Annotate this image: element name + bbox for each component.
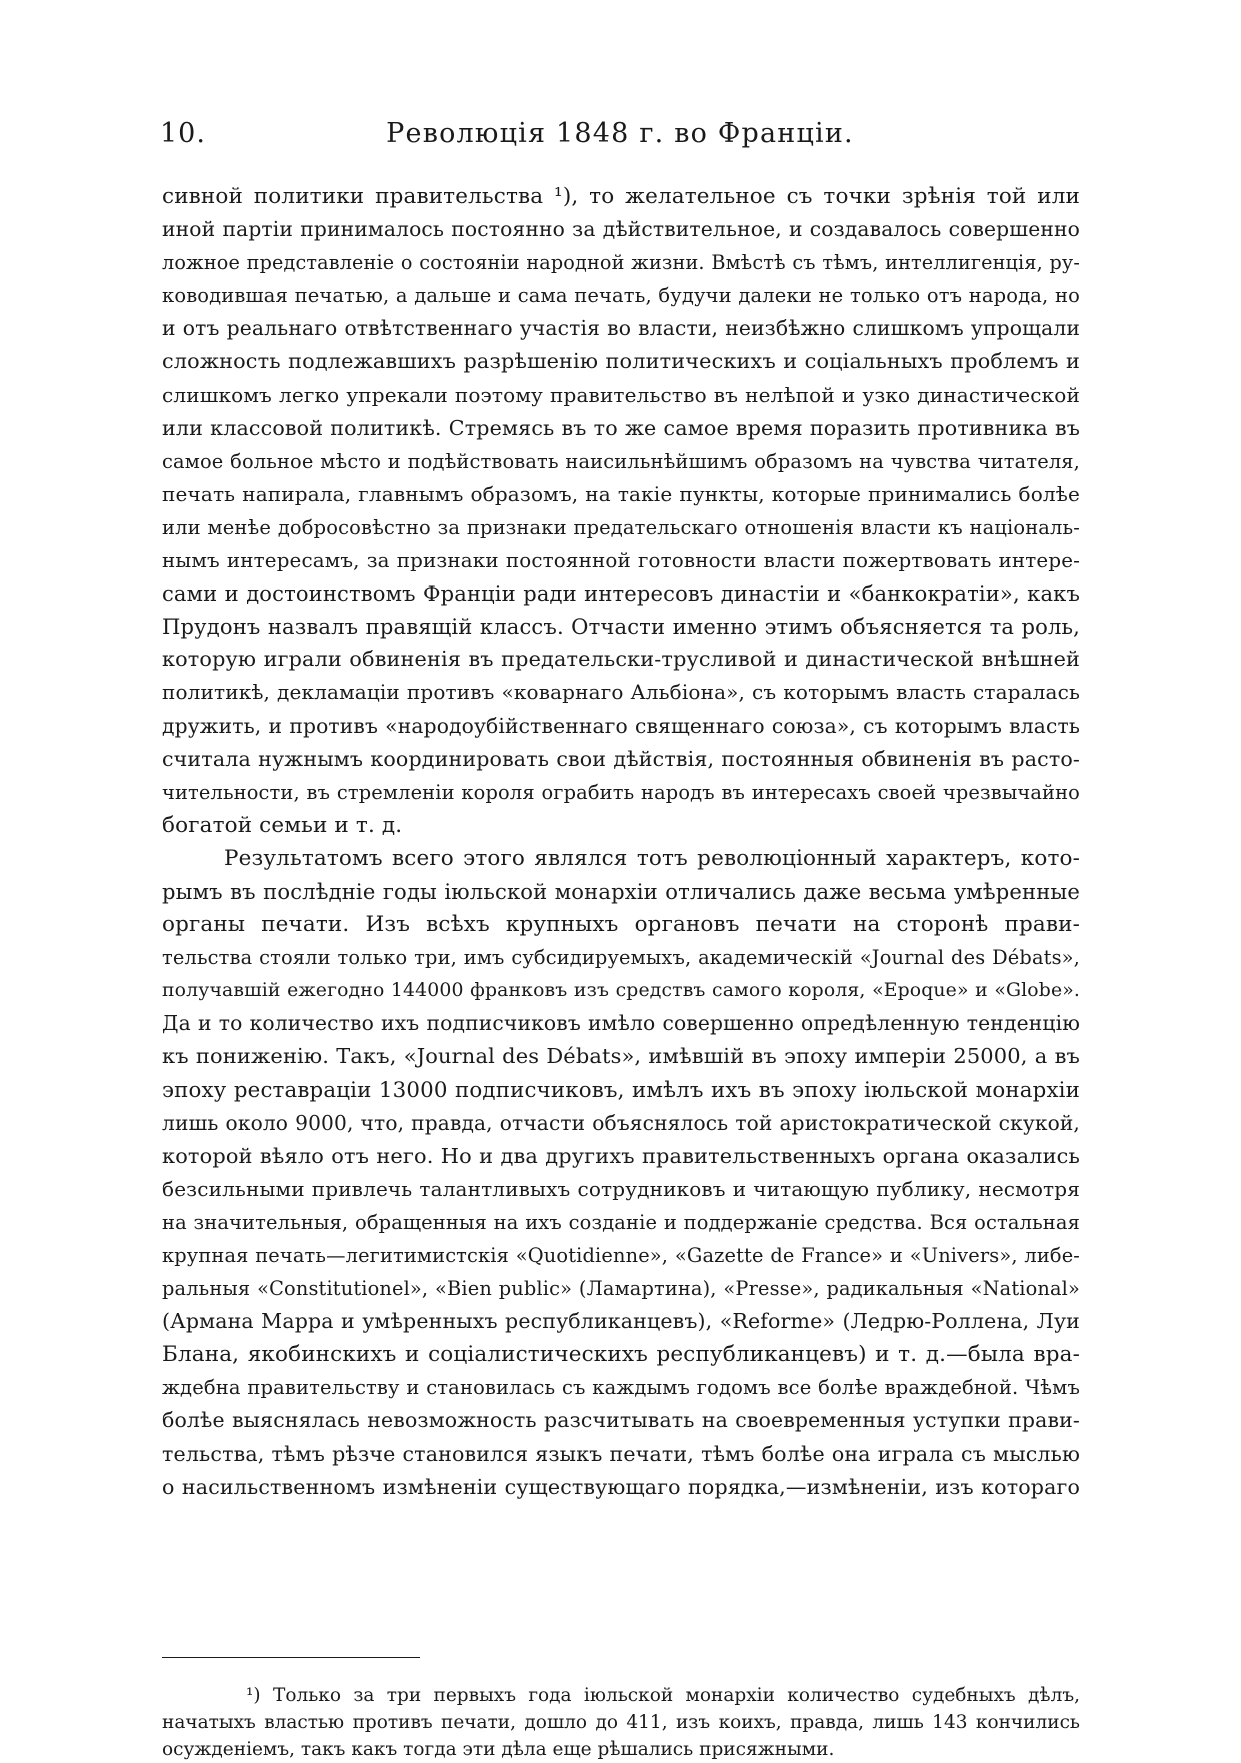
footnote-separator — [162, 1657, 420, 1658]
running-title: Революція 1848 г. во Франціи. — [386, 118, 854, 149]
text-line-paragraph-end: богатой семьи и т. д. — [162, 812, 403, 838]
text-line: или менѣе добросовѣстно за признаки предательскаго отношенія власти къ національ- — [162, 515, 1080, 539]
text-line: дружить, и противъ «народоубійственнаго священнаго союза», съ которымъ власть — [162, 713, 1080, 738]
text-line: Блана, якобинскихъ и соціалистическихъ республиканцевъ) и т. д.—была вра- — [162, 1342, 1080, 1368]
text-line: тельства стояли только три, имъ субсидируемыхъ, академическій «Journal des Débats», — [162, 946, 1080, 970]
text-line: Да и то количество ихъ подписчиковъ имѣло совершенно опредѣленную тенденцію — [162, 1011, 1080, 1036]
text-line: считала нужнымъ координировать свои дѣйствія, постоянныя обвиненія въ расто- — [162, 746, 1080, 771]
text-line: ждебна правительству и становилась съ каждымъ годомъ все болѣе враждебной. Чѣмъ — [162, 1376, 1080, 1400]
page-number: 10. — [160, 118, 206, 149]
text-line: органы печати. Изъ всѣхъ крупныхъ органовъ печати на сторонѣ прави- — [162, 912, 1080, 938]
text-line: чительности, въ стремленіи короля ограбить народъ въ интересахъ своей чрезвычайно — [162, 780, 1080, 804]
text-line: которую играли обвиненія въ предательски-трусливой и династической внѣшней — [162, 647, 1080, 672]
text-line: нымъ интересамъ, за признаки постоянной готовности власти пожертвовать интере- — [162, 549, 1080, 573]
text-line: ложное представленіе о состояніи народной жизни. Вмѣстѣ съ тѣмъ, интеллигенція, ру- — [162, 251, 1080, 275]
text-line: Прудонъ назвалъ правящій классъ. Отчасти именно этимъ объясняется та роль, — [162, 614, 1080, 640]
text-line: (Армана Марра и умѣренныхъ республиканцевъ), «Reforme» (Ледрю-Роллена, Луи — [162, 1309, 1080, 1334]
text-line: рымъ въ послѣдніе годы іюльской монархіи отличались даже весьма умѣренные — [162, 878, 1080, 904]
text-line: иной партіи принималось постоянно за дѣйствительное, и создавалось совершенно — [162, 217, 1080, 242]
text-line: къ пониженію. Такъ, «Journal des Débats», имѣвшій въ эпоху имперіи 25000, а въ — [162, 1044, 1080, 1069]
text-line: печать напирала, главнымъ образомъ, на такіе пункты, которые принимались болѣе — [162, 481, 1080, 506]
text-line: ральныя «Constitutionel», «Bien public» (Ламартина), «Presse», радикальныя «National» — [162, 1277, 1080, 1301]
text-line: самое больное мѣсто и подѣйствовать наисильнѣйшимъ образомъ на чувства читателя, — [162, 449, 1080, 473]
text-line: о насильственномъ измѣненіи существующаго порядка,—измѣненіи, изъ котораго — [162, 1474, 1080, 1499]
text-line: на значительныя, обращенныя на ихъ созданіе и поддержаніе средства. Вся остальная — [162, 1210, 1080, 1234]
text-line: болѣе выяснялась невозможность разсчитывать на своевременныя уступки прави- — [162, 1408, 1080, 1433]
text-line: политикѣ, декламаціи противъ «коварнаго Альбіона», съ которымъ власть старалась — [162, 680, 1080, 705]
text-line: сами и достоинствомъ Франціи ради интересовъ династіи и «банкократіи», какъ — [162, 581, 1080, 607]
footnote — [162, 1682, 1080, 1763]
footnote-line: осужденіемъ, такъ какъ тогда эти дѣла еще рѣшались присяжными. — [162, 1739, 835, 1760]
text-line: безсильными привлечь талантливыхъ сотрудниковъ и читающую публику, несмотря — [162, 1176, 1080, 1201]
text-line: которой вѣяло отъ него. Но и два другихъ правительственныхъ органа оказались — [162, 1143, 1080, 1168]
text-line: ководившая печатью, а дальше и сама печать, будучи далеки не только отъ народа, но — [162, 284, 1080, 308]
page-header — [160, 118, 1080, 158]
text-line-paragraph-start: Результатомъ всего этого являлся тотъ революціонный характеръ, кото- — [224, 845, 1080, 871]
text-line: или классовой политикѣ. Стремясь въ то же самое время поразить противника въ — [162, 415, 1080, 440]
text-line: слишкомъ легко упрекали поэтому правительство въ нелѣпой и узко династической — [162, 382, 1080, 407]
text-line: тельства, тѣмъ рѣзче становился языкъ печати, тѣмъ болѣе она играла съ мыслью — [162, 1441, 1080, 1466]
text-line: крупная печать—легитимистскія «Quotidienne», «Gazette de France» и «Univers», либе- — [162, 1244, 1080, 1267]
footnote-line: ¹) Только за три первыхъ года іюльской монархіи количество судебныхъ дѣлъ, — [246, 1685, 1080, 1706]
text-line: и отъ реальнаго отвѣтственнаго участія во власти, неизбѣжно слишкомъ упрощали — [162, 316, 1080, 341]
footnote-line: начатыхъ властью противъ печати, дошло до 411, изъ коихъ, правда, лишь 143 кончились — [162, 1712, 1080, 1733]
body-text — [162, 180, 1080, 1504]
text-line: лишь около 9000, что, правда, отчасти объяснялось той аристократической скукой, — [162, 1110, 1080, 1135]
text-line: эпоху реставраціи 13000 подписчиковъ, имѣлъ ихъ въ эпоху іюльской монархіи — [162, 1077, 1080, 1103]
text-line: получавшій ежегодно 144000 франковъ изъ средствъ самого короля, «Epoque» и «Globe». — [162, 980, 1080, 1002]
text-line: сложность подлежавшихъ разрѣшенію политическихъ и соціальныхъ проблемъ и — [162, 349, 1080, 374]
text-line: сивной политики правительства ¹), то желательное съ точки зрѣнія той или — [162, 184, 1080, 209]
